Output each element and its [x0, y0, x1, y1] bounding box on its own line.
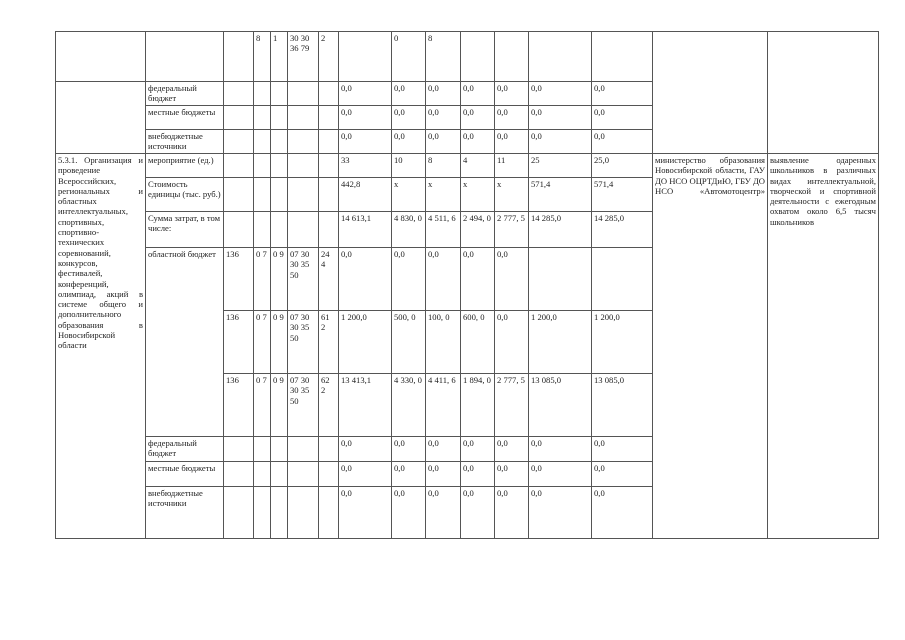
value-cell: 0,0 — [339, 462, 392, 487]
value-cell: 0,0 — [461, 248, 495, 311]
value-cell: 0,0 — [495, 311, 529, 374]
cell — [319, 82, 339, 106]
cell — [224, 106, 254, 130]
value-cell: 0,0 — [461, 106, 495, 130]
cell — [288, 212, 319, 248]
table-row — [56, 32, 879, 82]
value-cell: 0,0 — [426, 82, 461, 106]
cell — [319, 178, 339, 212]
value-cell: 25 — [529, 154, 592, 178]
cell — [495, 32, 529, 82]
value-cell: 0,0 — [529, 82, 592, 106]
vr-cell: 62 2 — [319, 374, 339, 437]
cell — [288, 487, 319, 539]
cell — [592, 32, 653, 82]
value-cell: 0,0 — [495, 82, 529, 106]
value-cell: 0,0 — [392, 106, 426, 130]
grbs-cell: 136 — [224, 311, 254, 374]
fin-label: федеральный бюджет — [146, 82, 224, 106]
value-cell: 0,0 — [592, 437, 653, 462]
cell — [254, 437, 271, 462]
cell — [271, 82, 288, 106]
row-label: мероприятие (ед.) — [146, 154, 224, 178]
value-cell: 0,0 — [529, 106, 592, 130]
cell — [461, 32, 495, 82]
value-cell: x — [461, 178, 495, 212]
cell — [254, 178, 271, 212]
value-cell: 10 — [392, 154, 426, 178]
cell — [254, 487, 271, 539]
cell — [271, 154, 288, 178]
row-label: Стоимость единицы (тыс. руб.) — [146, 178, 224, 212]
value-cell: 25,0 — [592, 154, 653, 178]
cell — [271, 212, 288, 248]
code-cell: 2 — [319, 32, 339, 82]
value-cell: 8 — [426, 154, 461, 178]
cell — [319, 154, 339, 178]
value-cell: 4 511, 6 — [426, 212, 461, 248]
value-cell: 13 085,0 — [529, 374, 592, 437]
value-cell: x — [426, 178, 461, 212]
value-cell: 0,0 — [529, 462, 592, 487]
value-cell: 0,0 — [592, 130, 653, 154]
cell — [224, 130, 254, 154]
value-cell: 2 494, 0 — [461, 212, 495, 248]
cell — [254, 212, 271, 248]
value-cell: 0,0 — [392, 82, 426, 106]
cell — [224, 487, 254, 539]
value-cell: 13 085,0 — [592, 374, 653, 437]
value-cell: 442,8 — [339, 178, 392, 212]
value-cell: 0,0 — [461, 487, 495, 539]
section-title: 5.3.1. Организация и проведение Всероссийских, региональных и областных интеллектуальных, спортивных, спортивно-технических соревнований, конкурсов, фестивалей, конференций, олимпиад, акций в системе общего и дополнительного образования в Новосибирской области — [56, 154, 146, 539]
value-cell: 13 413,1 — [339, 374, 392, 437]
value-cell: 8 — [426, 32, 461, 82]
csr-cell: 07 30 30 35 50 — [288, 248, 319, 311]
value-cell: 0,0 — [339, 487, 392, 539]
cell — [254, 82, 271, 106]
csr-cell: 07 30 30 35 50 — [288, 311, 319, 374]
code-cell: 30 30 36 79 — [288, 32, 319, 82]
grbs-cell: 136 — [224, 248, 254, 311]
cell — [224, 212, 254, 248]
value-cell: 571,4 — [592, 178, 653, 212]
value-cell: 0,0 — [392, 248, 426, 311]
grbs-cell: 136 — [224, 374, 254, 437]
cell — [56, 82, 146, 154]
fin-label: внебюджетные источники — [146, 487, 224, 539]
cell — [319, 437, 339, 462]
value-cell: 2 777, 5 — [495, 212, 529, 248]
cell — [271, 130, 288, 154]
rz-cell: 0 7 — [254, 374, 271, 437]
value-cell: 14 285,0 — [529, 212, 592, 248]
value-cell: 11 — [495, 154, 529, 178]
value-cell: 500, 0 — [392, 311, 426, 374]
value-cell: 0,0 — [495, 106, 529, 130]
value-cell: 0,0 — [392, 437, 426, 462]
cell — [224, 462, 254, 487]
budget-label: областной бюджет — [146, 248, 224, 437]
cell — [288, 106, 319, 130]
value-cell: 1 200,0 — [592, 311, 653, 374]
value-cell: 0,0 — [592, 462, 653, 487]
value-cell — [529, 248, 592, 311]
value-cell: 14 285,0 — [592, 212, 653, 248]
cell — [271, 487, 288, 539]
value-cell: 0,0 — [495, 130, 529, 154]
cell — [529, 32, 592, 82]
cell — [271, 178, 288, 212]
value-cell: 0,0 — [426, 462, 461, 487]
value-cell: 0,0 — [392, 487, 426, 539]
vr-cell: 24 4 — [319, 248, 339, 311]
value-cell: 1 200,0 — [529, 311, 592, 374]
value-cell: 0,0 — [426, 248, 461, 311]
value-cell: 4 411, 6 — [426, 374, 461, 437]
cell — [254, 106, 271, 130]
value-cell: 100, 0 — [426, 311, 461, 374]
cell — [653, 32, 768, 154]
value-cell: 0,0 — [529, 130, 592, 154]
vr-cell: 61 2 — [319, 311, 339, 374]
cell — [288, 154, 319, 178]
cell — [319, 106, 339, 130]
value-cell: 571,4 — [529, 178, 592, 212]
value-cell: 0,0 — [529, 487, 592, 539]
cell — [319, 212, 339, 248]
value-cell: 0,0 — [495, 462, 529, 487]
value-cell: 4 830, 0 — [392, 212, 426, 248]
fin-label: внебюджетные источники — [146, 130, 224, 154]
value-cell: 0,0 — [592, 487, 653, 539]
value-cell: 0,0 — [392, 130, 426, 154]
value-cell: 4 — [461, 154, 495, 178]
value-cell: x — [495, 178, 529, 212]
pr-cell: 0 9 — [271, 248, 288, 311]
cell — [319, 462, 339, 487]
cell — [288, 437, 319, 462]
value-cell: 0,0 — [592, 82, 653, 106]
value-cell — [592, 248, 653, 311]
value-cell: 0,0 — [461, 462, 495, 487]
cell — [254, 462, 271, 487]
fin-label: федеральный бюджет — [146, 437, 224, 462]
row-label: Сумма затрат, в том числе: — [146, 212, 224, 248]
cell — [224, 437, 254, 462]
value-cell — [339, 32, 392, 82]
value-cell: 0,0 — [495, 487, 529, 539]
cell — [271, 106, 288, 130]
pr-cell: 0 9 — [271, 374, 288, 437]
value-cell: 0,0 — [461, 82, 495, 106]
cell — [288, 82, 319, 106]
cell — [254, 154, 271, 178]
cell — [271, 462, 288, 487]
value-cell: 0 — [392, 32, 426, 82]
cell — [319, 130, 339, 154]
csr-cell: 07 30 30 35 50 — [288, 374, 319, 437]
value-cell: 0,0 — [461, 130, 495, 154]
value-cell: 0,0 — [339, 106, 392, 130]
program-table — [55, 31, 879, 539]
cell — [224, 32, 254, 82]
value-cell: 4 330, 0 — [392, 374, 426, 437]
result-cell: выявление одаренных школьников в различных видах интеллектуальной, творческой и спортивной деятельности с ежегодным охватом около 6,5 тысяч школьников — [768, 154, 879, 539]
cell — [224, 154, 254, 178]
cell — [288, 462, 319, 487]
code-cell: 1 — [271, 32, 288, 82]
value-cell: 0,0 — [426, 487, 461, 539]
fin-label: местные бюджеты — [146, 462, 224, 487]
value-cell: 600, 0 — [461, 311, 495, 374]
pr-cell: 0 9 — [271, 311, 288, 374]
value-cell: 0,0 — [592, 106, 653, 130]
value-cell: 0,0 — [339, 82, 392, 106]
cell — [224, 82, 254, 106]
cell — [254, 130, 271, 154]
value-cell: 0,0 — [339, 248, 392, 311]
value-cell: 0,0 — [495, 248, 529, 311]
table-row — [56, 154, 879, 178]
rz-cell: 0 7 — [254, 311, 271, 374]
fin-label: местные бюджеты — [146, 106, 224, 130]
value-cell: 1 894, 0 — [461, 374, 495, 437]
value-cell: 33 — [339, 154, 392, 178]
cell — [271, 437, 288, 462]
value-cell: 0,0 — [392, 462, 426, 487]
value-cell: 0,0 — [339, 437, 392, 462]
value-cell: x — [392, 178, 426, 212]
value-cell: 0,0 — [426, 130, 461, 154]
rz-cell: 0 7 — [254, 248, 271, 311]
value-cell: 0,0 — [529, 437, 592, 462]
value-cell: 2 777, 5 — [495, 374, 529, 437]
value-cell: 0,0 — [426, 437, 461, 462]
code-cell: 8 — [254, 32, 271, 82]
value-cell: 14 613,1 — [339, 212, 392, 248]
value-cell: 0,0 — [495, 437, 529, 462]
cell — [768, 32, 879, 154]
cell — [288, 178, 319, 212]
value-cell: 1 200,0 — [339, 311, 392, 374]
cell — [56, 32, 146, 82]
cell — [319, 487, 339, 539]
executor-cell: министерство образования Новосибирской области, ГАУ ДО НСО ОЦРТДиЮ, ГБУ ДО НСО «Автомотоцентр» — [653, 154, 768, 539]
cell — [146, 32, 224, 82]
cell — [224, 178, 254, 212]
value-cell: 0,0 — [426, 106, 461, 130]
value-cell: 0,0 — [339, 130, 392, 154]
cell — [288, 130, 319, 154]
value-cell: 0,0 — [461, 437, 495, 462]
